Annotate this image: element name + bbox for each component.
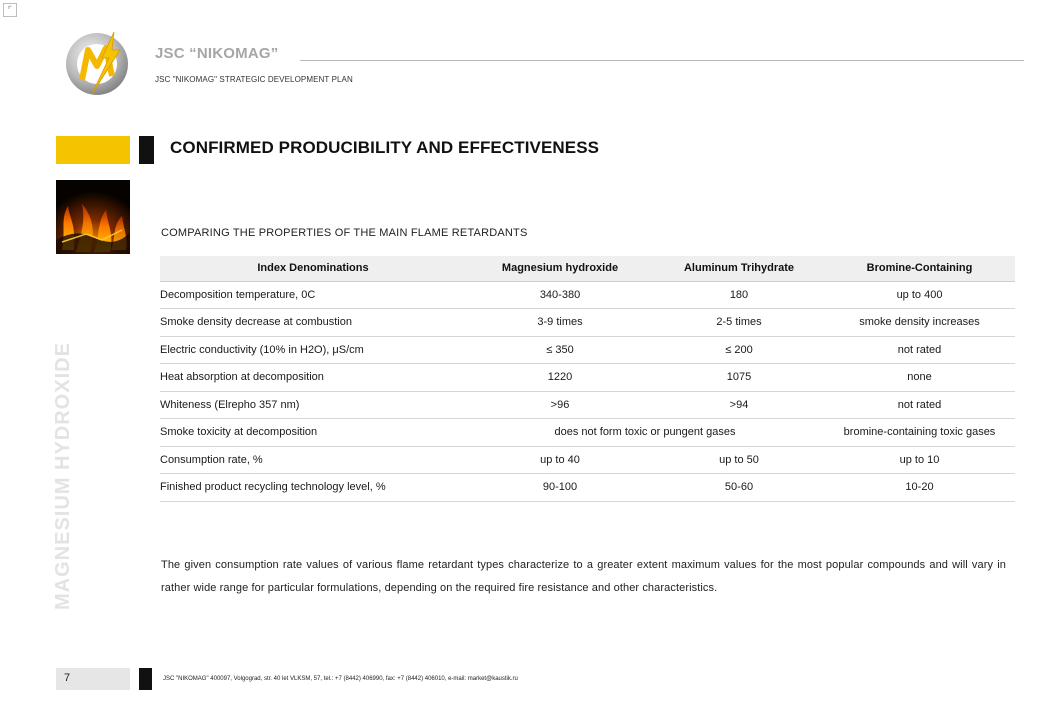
cell-aluminum: 180 [654, 281, 824, 309]
row-label: Heat absorption at decomposition [160, 364, 466, 392]
cell-aluminum: ≤ 200 [654, 336, 824, 364]
table-row [160, 309, 1015, 337]
row-label: Finished product recycling technology level, % [160, 474, 466, 502]
table-row [160, 336, 1015, 364]
side-label: MAGNESIUM HYDROXIDE [52, 342, 74, 610]
cell-bromine: none [824, 364, 1015, 392]
cell-magnesium: 340-380 [466, 281, 654, 309]
table-row [160, 474, 1015, 502]
cell-aluminum: 50-60 [654, 474, 824, 502]
header-bromine-containing: Bromine-Containing [824, 256, 1015, 281]
page-number: 7 [64, 672, 71, 684]
cell-bromine: not rated [824, 391, 1015, 419]
table-row [160, 419, 1015, 447]
table-row [160, 281, 1015, 309]
row-label: Smoke density decrease at combustion [160, 309, 466, 337]
cell-aluminum: 1075 [654, 364, 824, 392]
header-aluminum-trihydrate: Aluminum Trihydrate [654, 256, 824, 281]
header-divider [300, 60, 1024, 61]
company-logo [62, 28, 132, 98]
company-name: JSC “NIKOMAG” [155, 45, 279, 62]
cell-aluminum: 2-5 times [654, 309, 824, 337]
table-row [160, 364, 1015, 392]
accent-block [56, 136, 130, 164]
corner-marker-icon: ⌜ [3, 3, 17, 17]
flame-photo [56, 180, 130, 254]
cell-bromine: not rated [824, 336, 1015, 364]
footer-bar [139, 668, 152, 690]
cell-bromine: 10-20 [824, 474, 1015, 502]
cell-magnesium-aluminum-merged: does not form toxic or pungent gases [466, 419, 824, 447]
cell-magnesium: ≤ 350 [466, 336, 654, 364]
row-label: Consumption rate, % [160, 446, 466, 474]
table-caption: COMPARING THE PROPERTIES OF THE MAIN FLAME RETARDANTS [161, 227, 528, 239]
header-magnesium-hydroxide: Magnesium hydroxide [466, 256, 654, 281]
footnote-paragraph: The given consumption rate values of various flame retardant types characterize to a greater extent maximum values for the most popular compounds and will vary in rather wide range for particular formulations, depending on the required fire resistance and other characteristics. [161, 559, 1006, 594]
cell-magnesium: 3-9 times [466, 309, 654, 337]
row-label: Whiteness (Elrepho 357 nm) [160, 391, 466, 419]
table-header-row [160, 256, 1015, 281]
table-row [160, 391, 1015, 419]
cell-magnesium: 90-100 [466, 474, 654, 502]
cell-magnesium: up to 40 [466, 446, 654, 474]
table-row [160, 446, 1015, 474]
cell-bromine: bromine-containing toxic gases [824, 419, 1015, 447]
page-title: CONFIRMED PRODUCIBILITY AND EFFECTIVENESS [170, 138, 600, 157]
cell-bromine: up to 400 [824, 281, 1015, 309]
cell-aluminum: >94 [654, 391, 824, 419]
header-index-denominations: Index Denominations [160, 256, 466, 281]
flame-retardant-table [160, 256, 1015, 502]
title-bar [139, 136, 154, 164]
cell-bromine: up to 10 [824, 446, 1015, 474]
row-label: Decomposition temperature, 0C [160, 281, 466, 309]
footer-contact: JSC "NIKOMAG" 400097, Volgograd, str. 40 let VLKSM, 57, tel.: +7 (8442) 406990, fax: +7 (8442) 406010, e-mail: market@kaustik.ru [163, 676, 518, 682]
cell-magnesium: >96 [466, 391, 654, 419]
plan-subtitle: JSC "NIKOMAG" STRATEGIC DEVELOPMENT PLAN [155, 75, 353, 84]
row-label: Electric conductivity (10% in H2O), μS/cm [160, 336, 466, 364]
cell-bromine: smoke density increases [824, 309, 1015, 337]
page-number-box [56, 668, 130, 690]
cell-aluminum: up to 50 [654, 446, 824, 474]
row-label: Smoke toxicity at decomposition [160, 419, 466, 447]
cell-magnesium: 1220 [466, 364, 654, 392]
